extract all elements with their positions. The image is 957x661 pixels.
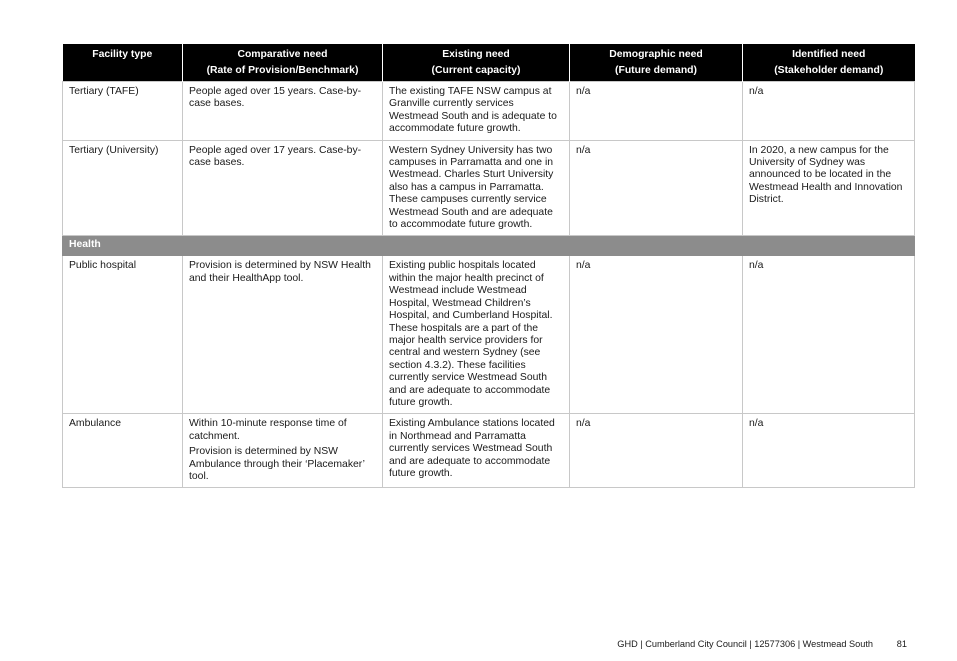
header-title: Demographic need	[609, 49, 703, 60]
facility-needs-table	[62, 44, 915, 488]
cell-demographic: n/a	[570, 82, 743, 141]
cell-demographic: n/a	[570, 414, 743, 488]
table-row	[63, 82, 915, 141]
table-header-row	[63, 44, 915, 82]
header-title: Comparative need	[237, 49, 328, 60]
header-title: Identified need	[792, 49, 866, 60]
facility-needs-table-container	[62, 44, 914, 488]
header-subtitle: (Current capacity)	[431, 65, 521, 76]
header-subtitle: (Future demand)	[615, 65, 697, 76]
cell-identified: n/a	[743, 256, 915, 414]
cell-text: Provision is determined by NSW Health and their HealthApp tool.	[189, 260, 371, 284]
cell-comparative	[183, 256, 383, 414]
footer-reference: GHD | Cumberland City Council | 12577306 | Westmead South	[617, 639, 873, 649]
cell-demographic: n/a	[570, 256, 743, 414]
header-title: Facility type	[92, 49, 153, 60]
section-label: Health	[63, 236, 915, 256]
cell-text: Within 10-minute response time of catchment.	[189, 418, 347, 442]
cell-existing: Western Sydney University has two campuses in Parramatta and one in Westmead. Charles Sturt University also has a campus in Parramatta. These campuses currently service Westmead South and are adequate to accommodate future growth.	[383, 140, 570, 236]
cell-demographic: n/a	[570, 140, 743, 236]
cell-facility: Tertiary (TAFE)	[63, 82, 183, 141]
header-existing-need	[383, 44, 570, 82]
table-row	[63, 140, 915, 236]
cell-existing: Existing public hospitals located within the major health precinct of Westmead include Westmead Hospital, Westmead Children’s Hospital, and Cumberland Hospital. These hospitals are a part of the major health service providers for central and western Sydney (see section 4.3.2). These facilities currently service Westmead South and are adequate to accommodate future growth.	[383, 256, 570, 414]
cell-existing: The existing TAFE NSW campus at Granville currently services Westmead South and is adequate to accommodate future growth.	[383, 82, 570, 141]
header-identified-need	[743, 44, 915, 82]
header-comparative-need	[183, 44, 383, 82]
page-number: 81	[896, 639, 907, 649]
header-subtitle: (Stakeholder demand)	[774, 65, 884, 76]
header-facility-type	[63, 44, 183, 82]
cell-text: People aged over 17 years. Case-by-case bases.	[189, 144, 362, 169]
cell-facility: Tertiary (University)	[63, 140, 183, 236]
cell-text: Provision is determined by NSW Ambulance through their ‘Placemaker’ tool.	[189, 446, 365, 482]
cell-identified: n/a	[743, 414, 915, 488]
cell-text: People aged over 15 years. Case-by-case bases.	[189, 86, 362, 110]
cell-comparative	[183, 414, 383, 488]
cell-existing: Existing Ambulance stations located in Northmead and Parramatta currently services Westmead South and are adequate to accommodate future growth.	[383, 414, 570, 488]
table-row	[63, 256, 915, 414]
cell-facility: Ambulance	[63, 414, 183, 488]
header-subtitle: (Rate of Provision/Benchmark)	[206, 65, 359, 76]
cell-comparative	[183, 82, 383, 141]
cell-facility: Public hospital	[63, 256, 183, 414]
header-title: Existing need	[442, 49, 510, 60]
cell-identified: n/a	[743, 82, 915, 141]
cell-comparative	[183, 140, 383, 236]
table-row	[63, 414, 915, 488]
section-row-health	[63, 236, 915, 256]
cell-identified: In 2020, a new campus for the University of Sydney was announced to be located in the Westmead Health and Innovation District.	[743, 140, 915, 236]
header-demographic-need	[570, 44, 743, 82]
